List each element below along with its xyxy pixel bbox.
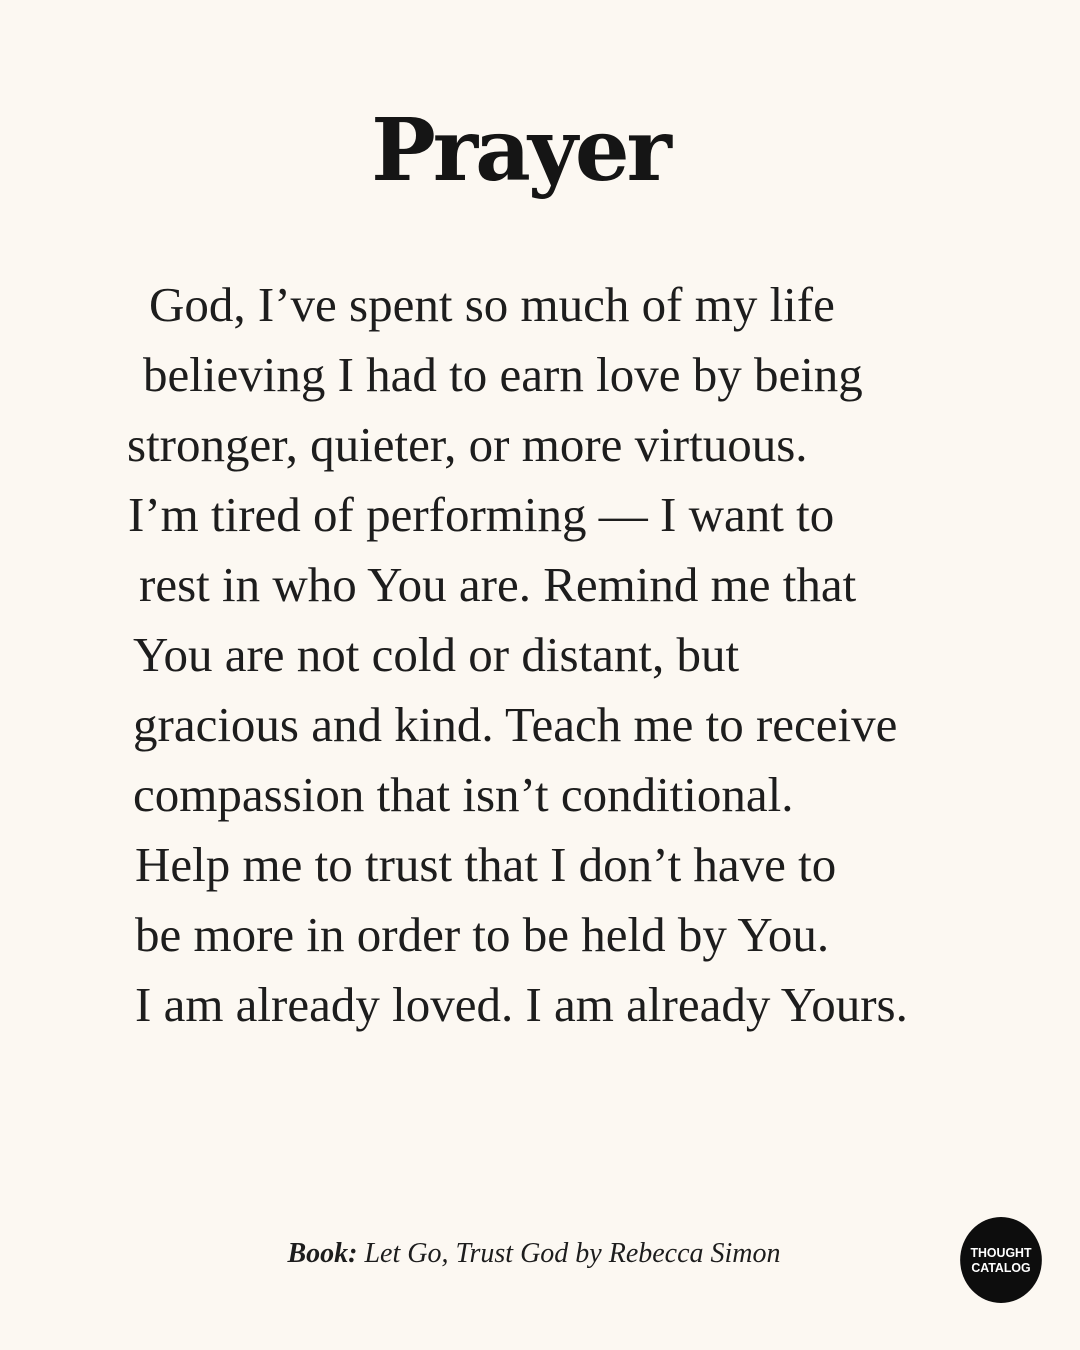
prayer-line: You are not cold or distant, but (133, 627, 740, 682)
logo-line: THOUGHT (970, 1245, 1032, 1260)
prayer-line: rest in who You are. Remind me that (139, 557, 857, 612)
prayer-line: Help me to trust that I don’t have to (135, 837, 837, 892)
book-credit-text: Let Go, Trust God by Rebecca Simon (357, 1238, 781, 1269)
prayer-line: be more in order to be held by You. (135, 907, 830, 962)
prayer-line: I’m tired of performing — I want to (128, 487, 835, 542)
book-credit-label: Book: (287, 1238, 358, 1269)
book-credit (0, 1238, 1068, 1270)
prayer-line: believing I had to earn love by being (143, 347, 863, 402)
prayer-line: gracious and kind. Teach me to receive (133, 697, 898, 752)
logo-line: CATALOG (971, 1260, 1031, 1275)
prayer-line: I am already loved. I am already Yours. (135, 977, 908, 1032)
prayer-line: God, I’ve spent so much of my life (149, 277, 835, 332)
page-title: Prayer (371, 100, 669, 201)
thought-catalog-logo (960, 1217, 1042, 1303)
prayer-line: stronger, quieter, or more virtuous. (127, 417, 808, 472)
prayer-line: compassion that isn’t conditional. (133, 767, 794, 822)
